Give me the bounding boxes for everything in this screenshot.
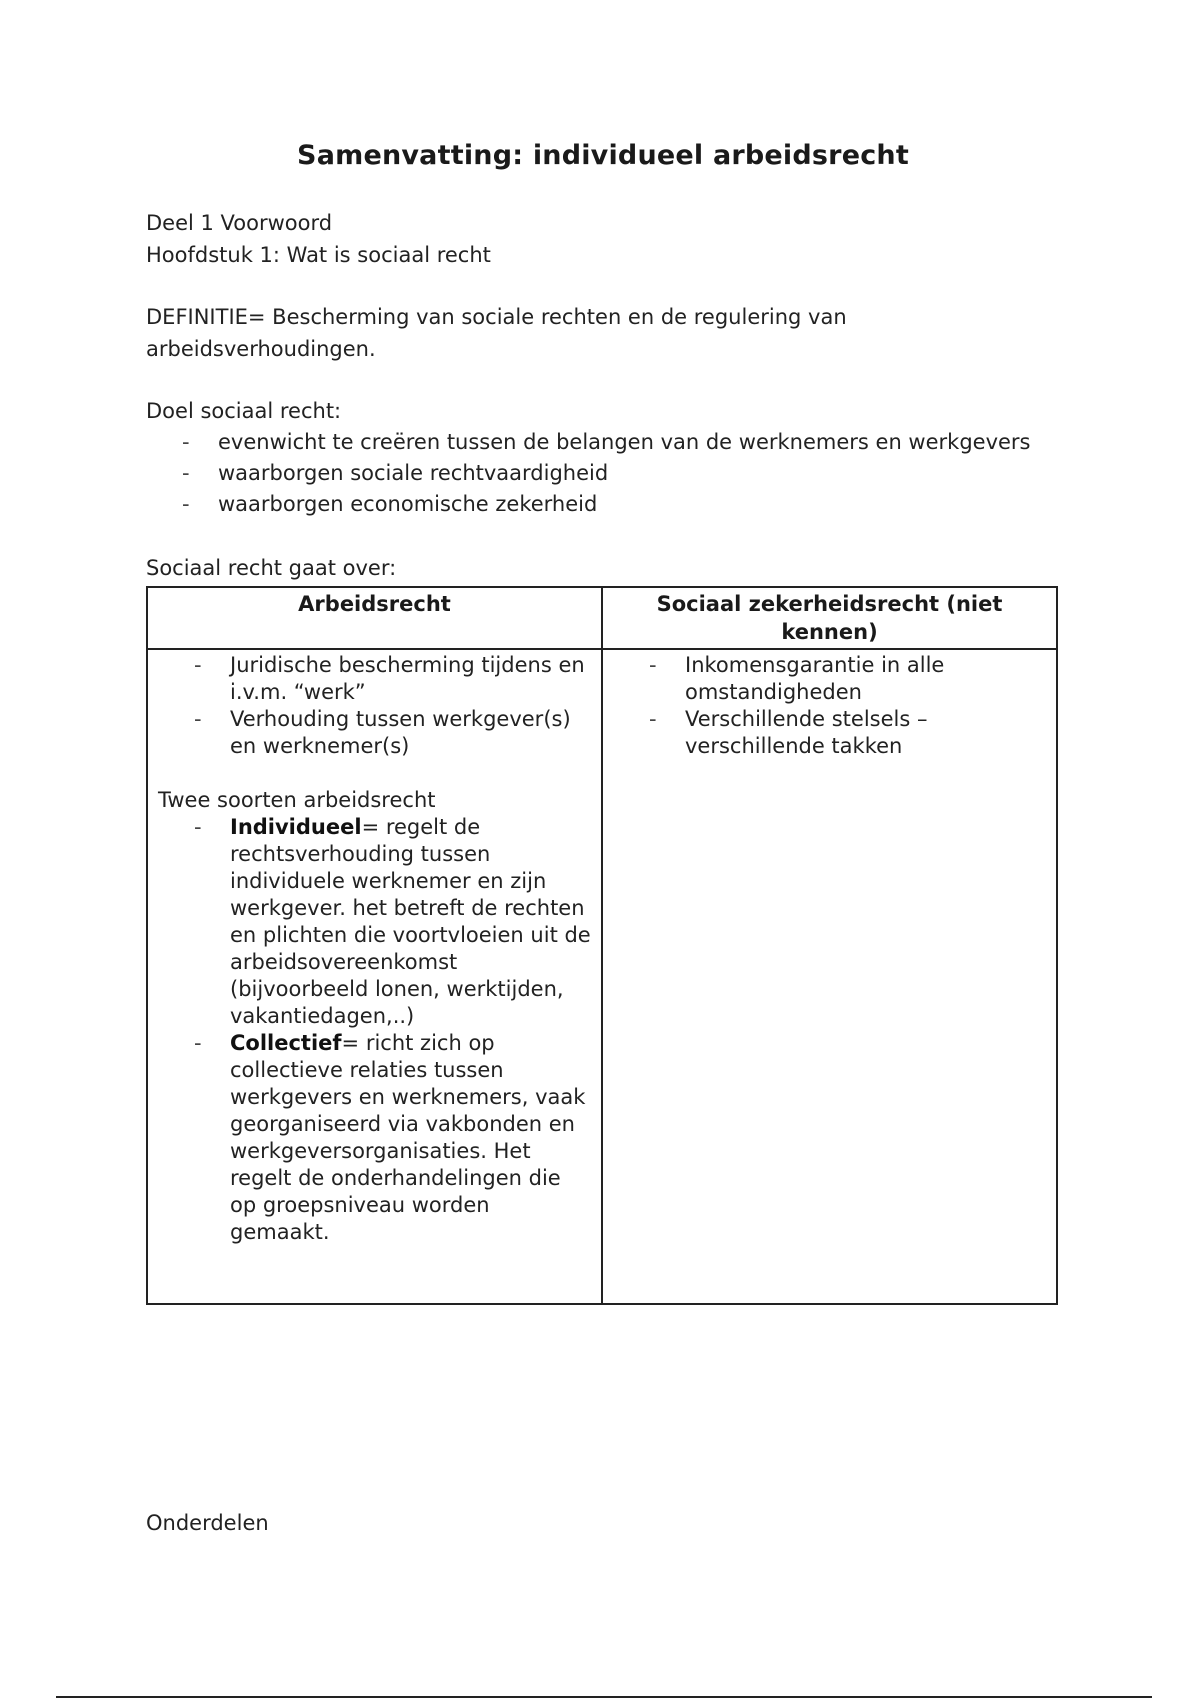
goal-heading: Doel sociaal recht: [146, 399, 342, 423]
types-subheading: Twee soorten arbeidsrecht [158, 788, 436, 812]
types-list [158, 814, 591, 1246]
list-item [194, 1030, 591, 1246]
definition-line-2: arbeidsverhoudingen. [146, 337, 376, 361]
arbeidsrecht-list [158, 652, 591, 760]
list-item: - Inkomensgarantie in alle omstandigheden [649, 652, 1046, 706]
list-item: - Juridische bescherming tijdens en i.v.m. “werk” [194, 652, 591, 706]
goal-item: - waarborgen sociale rechtvaardigheid [182, 458, 1060, 489]
table-intro: Sociaal recht gaat over: [146, 556, 397, 580]
chapter-line: Hoofdstuk 1: Wat is sociaal recht [146, 243, 491, 267]
list-item: - Verschillende stelsels – verschillende takken [649, 706, 1046, 760]
goal-item: - waarborgen economische zekerheid [182, 489, 1060, 520]
column-header-arbeidsrecht: Arbeidsrecht [147, 587, 602, 649]
type-description: = richt zich op collectieve relaties tussen werkgevers en werknemers, vaak georganiseerd via vakbonden en werkgeversorganisaties. Het regelt de onderhandelingen die op groepsniveau worden gemaakt. [230, 1031, 586, 1244]
goal-list [146, 427, 1060, 520]
table-row [147, 649, 1057, 1304]
spacer [146, 271, 1060, 301]
spacer [146, 365, 1060, 395]
list-item: - Verhouding tussen werkgever(s) en werknemer(s) [194, 706, 591, 760]
definition-line-1: DEFINITIE= Bescherming van sociale rechten en de regulering van [146, 305, 847, 329]
type-term: Collectief [230, 1031, 342, 1055]
goal-item: - evenwicht te creëren tussen de belangen van de werknemers en werkgevers [182, 427, 1060, 458]
law-table [146, 586, 1058, 1305]
type-description: = regelt de rechtsverhouding tussen individuele werknemer en zijn werkgever. het betreft de rechten en plichten die voortvloeien uit de arbeidsovereenkomst (bijvoorbeeld lonen, werktijden, vakantiedagen,..) [230, 815, 591, 1028]
table-header-row [147, 587, 1057, 649]
document-page [146, 140, 1060, 1305]
part-line: Deel 1 Voorwoord [146, 211, 333, 235]
spacer [146, 520, 1060, 552]
type-term: Individueel [230, 815, 362, 839]
table-cell-sociaal-zekerheidsrecht [602, 649, 1057, 1304]
document-title: Samenvatting: individueel arbeidsrecht [297, 140, 909, 171]
footer-divider [56, 1696, 1152, 1698]
list-item [194, 814, 591, 1030]
parts-heading: Onderdelen [146, 1511, 269, 1535]
table-cell-arbeidsrecht [147, 649, 602, 1304]
column-header-sociaal-zekerheidsrecht: Sociaal zekerheidsrecht (niet kennen) [602, 587, 1057, 649]
sociaal-zekerheidsrecht-list [613, 652, 1046, 760]
